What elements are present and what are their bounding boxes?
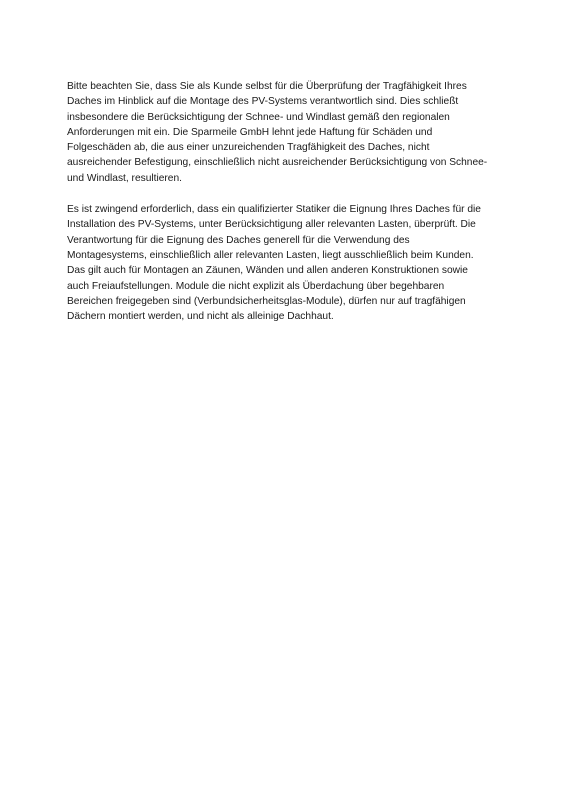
text-line: auch Freiaufstellungen. Module die nicht explizit als Überdachung über begehbaren [67, 280, 445, 292]
text-line: Bitte beachten Sie, dass Sie als Kunde selbst für die Überprüfung der Tragfähigkeit Ihres [67, 81, 467, 92]
document-body [67, 79, 499, 340]
text-line: und Windlast, resultieren. [67, 172, 182, 184]
text-line: Anforderungen mit ein. Die Sparmeile GmbH lehnt jede Haftung für Schäden und [67, 126, 433, 138]
text-line: Dächern montiert werden, und nicht als alleinige Dachhaut. [67, 311, 334, 323]
text-line: insbesondere die Berücksichtigung der Schnee- und Windlast gemäß den regionalen [67, 111, 450, 123]
text-line: Installation des PV-Systems, unter Berücksichtigung aller relevanten Lasten, überprüft. Die [67, 219, 476, 231]
paragraph-structural-engineer-check [67, 202, 499, 324]
text-line: Folgeschäden ab, die aus einer unzureichenden Tragfähigkeit des Daches, nicht [67, 142, 430, 154]
text-line: Montagesystems, einschließlich aller relevanten Lasten, liegt ausschließlich beim Kunden. [67, 249, 474, 261]
text-line: Das gilt auch für Montagen an Zäunen, Wänden und allen anderen Konstruktionen sowie [67, 265, 468, 277]
text-line: Daches im Hinblick auf die Montage des PV-Systems verantwortlich sind. Dies schließt [67, 96, 459, 108]
text-line: Verantwortung für die Eignung des Daches generell für die Verwendung des [67, 234, 410, 246]
text-line: Es ist zwingend erforderlich, dass ein qualifizierter Statiker die Eignung Ihres Daches für die [67, 204, 481, 216]
text-line: ausreichender Befestigung, einschließlich nicht ausreichender Berücksichtigung von Schnee- [67, 157, 488, 169]
paragraph-roof-load-responsibility [67, 79, 499, 186]
text-line: Bereichen freigegeben sind (Verbundsicherheitsglas-Module), dürfen nur auf tragfähigen [67, 295, 466, 307]
